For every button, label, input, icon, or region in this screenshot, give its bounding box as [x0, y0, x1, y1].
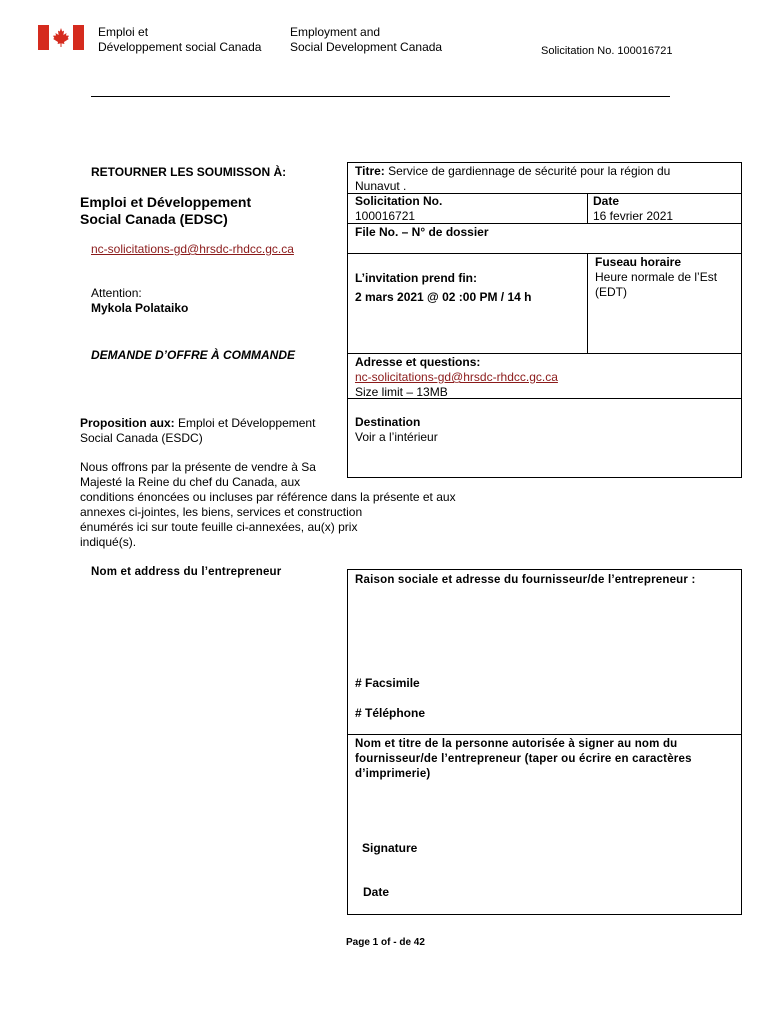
table-row-divider: [347, 353, 742, 354]
destination-label: Destination: [355, 415, 421, 429]
proposition-text-line2: Social Canada (ESDC): [80, 431, 203, 445]
organization-line2: Social Canada (EDSC): [80, 211, 228, 227]
table-col-divider: [587, 253, 588, 353]
address-email-link[interactable]: nc-solicitations-gd@hrsdc-rhdcc.gc.ca: [355, 370, 558, 384]
header-divider: [91, 96, 670, 97]
offer-line: annexes ci-jointes, les biens, services et construction: [80, 505, 363, 519]
facsimile-label: # Facsimile: [355, 676, 420, 690]
date-cell: [593, 194, 673, 224]
header-solicitation-number: Solicitation No. 100016721: [541, 45, 673, 57]
page-number: Page 1 of - de 42: [346, 937, 425, 948]
telephone-label: # Téléphone: [355, 706, 426, 720]
title-label: Titre:: [355, 164, 385, 178]
authorized-signer-line3: d’imprimerie): [355, 768, 431, 780]
attention-name: Mykola Polataiko: [91, 301, 189, 315]
destination-cell: [355, 415, 438, 445]
offer-line: conditions énoncées ou incluses par référence dans la présente et aux: [80, 490, 456, 504]
standing-offer-heading: DEMANDE D’OFFRE À COMMANDE: [91, 348, 295, 362]
offer-line: indiqué(s).: [80, 535, 137, 549]
timezone-label: Fuseau horaire: [595, 255, 682, 269]
offer-line: Majesté la Reine du chef du Canada, aux: [80, 475, 301, 489]
date-value: 16 fevrier 2021: [593, 209, 674, 223]
date-label: Date: [593, 194, 620, 208]
solicitation-cell: [355, 194, 442, 224]
organization-name: [80, 194, 251, 228]
file-number-label: File No. – N° de dossier: [355, 225, 489, 239]
authorized-signer-label: [355, 737, 692, 782]
attention-label: Attention:: [91, 286, 142, 300]
supplier-row-divider: [347, 734, 742, 735]
solicitation-label: Solicitation No.: [355, 194, 443, 208]
supplier-name-address-label: Raison sociale et adresse du fournisseur/de l’entrepreneur :: [355, 574, 696, 586]
closing-value: 2 mars 2021 @ 02 :00 PM / 14 h: [355, 290, 532, 304]
solicitation-value: 100016721: [355, 209, 416, 223]
closing-label: L’invitation prend fin:: [355, 271, 477, 285]
contractor-name-label: Nom et address du l’entrepreneur: [91, 566, 282, 578]
title-text-line2: Nunavut .: [355, 179, 407, 193]
department-name-en: [290, 25, 442, 55]
return-bids-heading: RETOURNER LES SOUMISSON À:: [91, 165, 287, 179]
offer-line: Nous offrons par la présente de vendre à Sa: [80, 460, 316, 474]
authorized-signer-line1: Nom et titre de la personne autorisée à signer au nom du: [355, 738, 678, 750]
organization-line1: Emploi et Développement: [80, 194, 252, 210]
signature-date-label: Date: [363, 885, 390, 899]
department-en-line2: Social Development Canada: [290, 40, 443, 54]
table-row-divider: [347, 253, 742, 254]
department-fr-line1: Emploi et: [98, 25, 149, 39]
proposition-label: Proposition aux:: [80, 416, 175, 430]
address-cell: [355, 355, 558, 400]
signature-label: Signature: [362, 841, 418, 855]
department-en-line1: Employment and: [290, 25, 381, 39]
proposition-block: [80, 416, 315, 446]
timezone-value-line2: (EDT): [595, 285, 627, 299]
title-cell: [355, 164, 735, 194]
timezone-cell: [595, 255, 717, 300]
timezone-value-line1: Heure normale de l’Est: [595, 270, 718, 284]
return-email-link[interactable]: nc-solicitations-gd@hrsdc-rhdcc.gc.ca: [91, 242, 294, 256]
address-label: Adresse et questions:: [355, 355, 481, 369]
department-fr-line2: Développement social Canada: [98, 40, 262, 54]
canada-flag-icon: [38, 25, 84, 50]
destination-value: Voir a l’intérieur: [355, 430, 438, 444]
offer-line: énumérés ici sur toute feuille ci-annexées, au(x) prix: [80, 520, 358, 534]
department-name-fr: [98, 25, 261, 55]
size-limit: Size limit – 13MB: [355, 385, 448, 399]
proposition-text-line1: Emploi et Développement: [174, 416, 316, 430]
authorized-signer-line2: fournisseur/de l’entrepreneur (taper ou écrire en caractères: [355, 753, 692, 765]
title-text-line1: Service de gardiennage de sécurité pour la région du: [384, 164, 671, 178]
table-col-divider: [587, 193, 588, 223]
maple-leaf-icon: [49, 25, 73, 50]
